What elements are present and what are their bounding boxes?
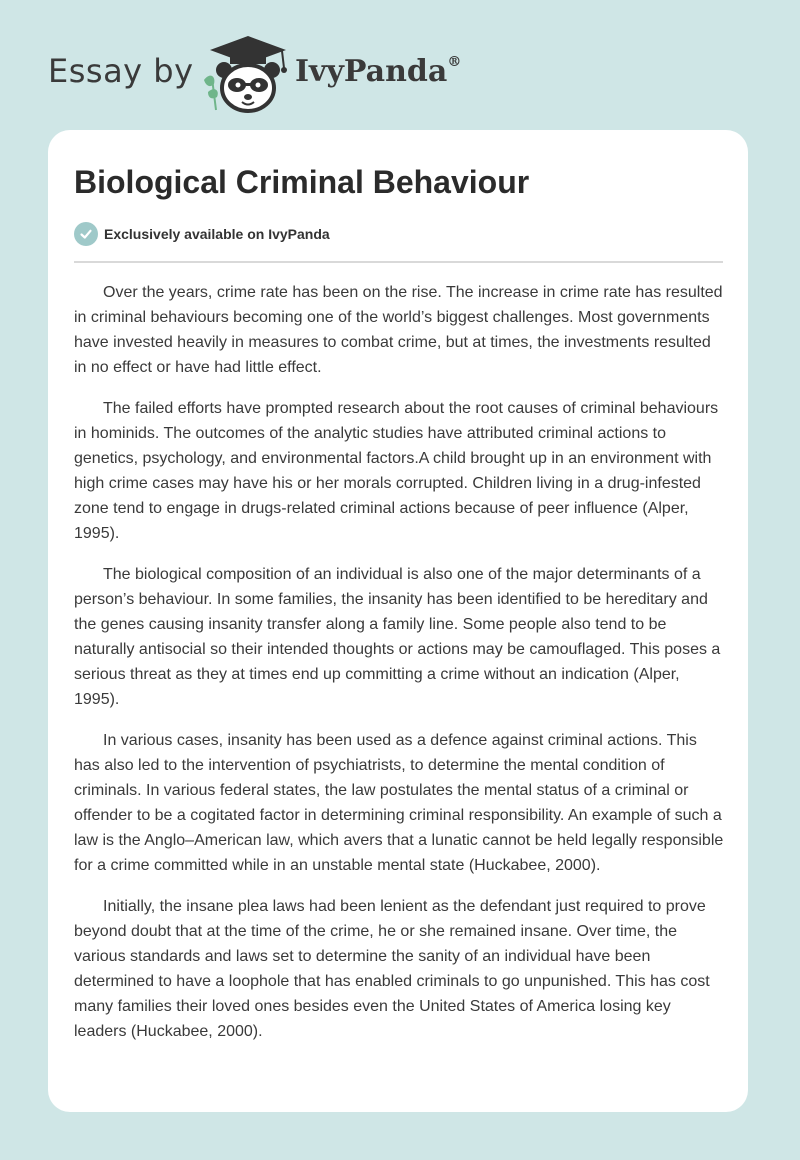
check-icon — [74, 222, 98, 246]
divider — [74, 261, 723, 263]
paragraph: The biological composition of an individual is also one of the major determinants of a person’s behaviour. In some families, the insanity has been identified to be hereditary and the genes causing insanity transfer along a family line. Some people also tend to be naturally antisocial so their intended thoughts or actions may be camouflaged. This poses a serious threat as they at times end up committing a crime without an indication (Alper, 1995). — [74, 566, 721, 708]
paragraph: Initially, the insane plea laws had been lenient as the defendant just required to prove beyond doubt that at the time of the crime, he or she remained insane. Over time, the various standards and laws set to determine the sanity of an individual have been determined to have a loophole that has enabled criminals to go unpunished. This has cost many families their loved ones besides even the United States of America losing key leaders (Huckabee, 2000). — [74, 898, 710, 1040]
exclusive-badge — [74, 222, 330, 246]
paragraph: Over the years, crime rate has been on the rise. The increase in crime rate has resulted in criminal behaviours becoming one of the world’s biggest challenges. Most governments have invested heavily in measures to combat crime, but at times, the investments resulted in no effect or have had little effect. — [74, 284, 723, 376]
site-header — [0, 0, 800, 130]
essay-card — [48, 130, 748, 1112]
essay-body — [74, 280, 726, 1060]
paragraph: The failed efforts have prompted research about the root causes of criminal behaviours in hominids. The outcomes of the analytic studies have attributed criminal actions to genetics, psychology, and environmental factors.A child brought up in an environment with high crime cases may have his or her morals corrupted. Children living in a drug-infested zone tend to engage in drugs-related criminal actions because of peer influence (Alper, 1995). — [74, 400, 719, 542]
paragraph: In various cases, insanity has been used as a defence against criminal actions. This has also led to the intervention of psychiatrists, to determine the mental condition of criminals. In various federal states, the law postulates the mental status of a criminal or offender to be a cogitated factor in determining criminal responsibility. An example of such a law is the Anglo–American law, which avers that a lunatic cannot be held legally responsible for a crime committed while in an unstable mental state (Huckabee, 2000). — [74, 732, 724, 874]
page-title: Biological Criminal Behaviour — [74, 164, 530, 200]
panda-graduate-logo-icon[interactable] — [200, 34, 292, 114]
essay-by-label: Essay by — [48, 52, 194, 90]
brand-name[interactable] — [295, 54, 461, 89]
brand-text: IvyPanda — [295, 54, 448, 89]
exclusive-label: Exclusively available on IvyPanda — [104, 226, 330, 242]
registered-mark: ® — [447, 54, 462, 70]
